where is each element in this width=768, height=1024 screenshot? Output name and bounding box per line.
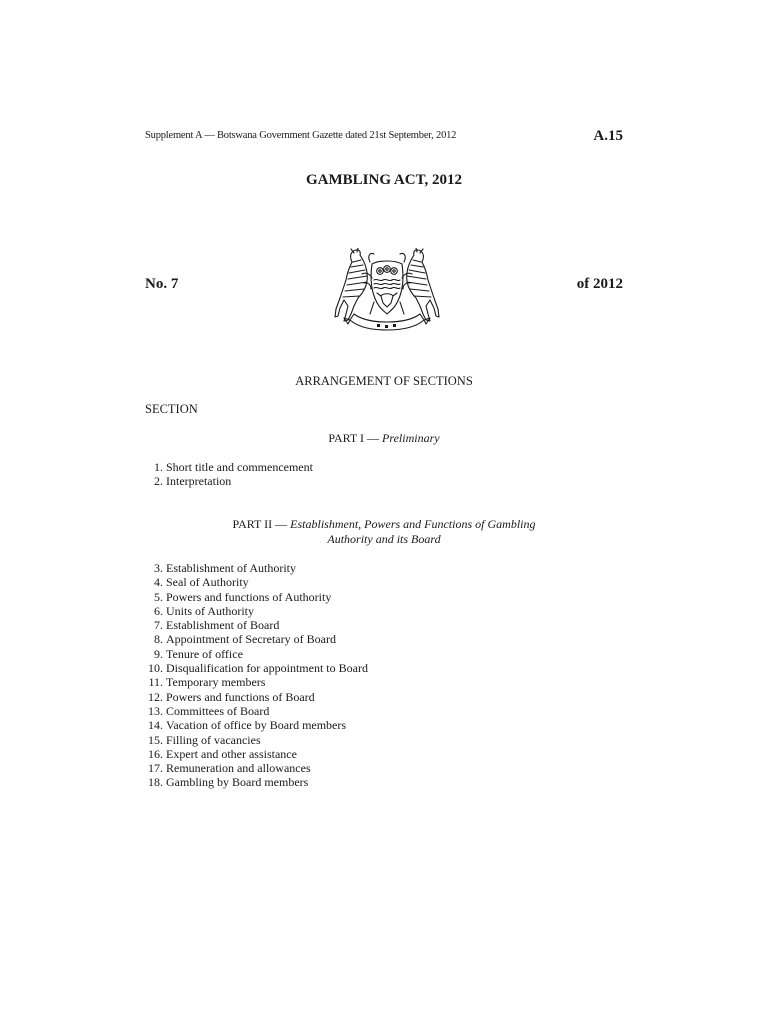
section-title: Temporary members <box>166 675 266 690</box>
arrangement-heading: ARRANGEMENT OF SECTIONS <box>295 374 473 388</box>
page-number: A.15 <box>593 128 623 144</box>
section-title: Powers and functions of Authority <box>166 589 332 604</box>
gazette-supplement-line: Supplement A — Botswana Government Gazette dated 21st September, 2012 <box>145 130 457 141</box>
section-title: Committees of Board <box>166 703 270 718</box>
section-number: 12. <box>148 689 163 704</box>
section-number: 13. <box>148 703 163 718</box>
list-item <box>143 718 623 732</box>
section-number: 8. <box>154 632 163 647</box>
section-number: 10. <box>148 661 163 676</box>
section-number: 1. <box>154 460 163 474</box>
section-number: 3. <box>154 561 163 575</box>
section-title: Appointment of Secretary of Board <box>166 632 336 647</box>
list-item <box>143 604 623 618</box>
section-number: 4. <box>154 575 163 590</box>
list-item <box>143 775 623 789</box>
part-2-label: PART II — <box>232 517 288 531</box>
list-item <box>143 590 623 604</box>
section-title: Remuneration and allowances <box>166 761 311 776</box>
section-number: 17. <box>148 761 163 776</box>
list-item <box>143 632 623 646</box>
list-item <box>143 647 623 661</box>
section-number: 16. <box>148 746 163 761</box>
act-title: GAMBLING ACT, 2012 <box>306 172 462 188</box>
section-title: Vacation of office by Board members <box>166 718 347 733</box>
part-2-subject-line2: Authority and its Board <box>327 532 441 546</box>
part-2-subject-line1: Establishment, Powers and Functions of Gambling <box>290 517 536 531</box>
part-1-subject: Preliminary <box>382 431 440 445</box>
section-title: Tenure of office <box>166 646 243 661</box>
section-number: 18. <box>148 775 163 790</box>
section-number: 14. <box>148 718 163 733</box>
list-item <box>143 704 623 718</box>
list-item <box>143 575 623 589</box>
section-number: 7. <box>154 618 163 633</box>
list-item <box>143 618 623 632</box>
section-column-label: SECTION <box>145 402 198 416</box>
section-title: Short title and commencement <box>166 460 313 474</box>
list-item <box>143 675 623 689</box>
list-item <box>143 460 623 474</box>
part-1-section-list <box>143 460 623 489</box>
section-title: Disqualification for appointment to Board <box>166 661 368 676</box>
list-item <box>143 661 623 675</box>
section-title: Units of Authority <box>166 603 255 618</box>
section-number: 15. <box>148 732 163 747</box>
list-item <box>143 761 623 775</box>
act-number: No. 7 <box>145 276 179 292</box>
part-2-heading <box>0 517 768 547</box>
section-number: 2. <box>154 474 163 489</box>
list-item <box>143 690 623 704</box>
section-title: Filling of vacancies <box>166 732 261 747</box>
section-number: 11. <box>148 675 163 690</box>
part-2-section-list <box>143 561 623 790</box>
section-title: Establishment of Authority <box>166 561 296 575</box>
section-title: Powers and functions of Board <box>166 689 315 704</box>
list-item <box>143 561 623 575</box>
list-item <box>143 747 623 761</box>
section-title: Seal of Authority <box>166 575 249 590</box>
list-item <box>143 474 623 488</box>
page-header <box>145 130 625 150</box>
section-title: Establishment of Board <box>166 618 280 633</box>
section-number: 6. <box>154 603 163 618</box>
section-title: Expert and other assistance <box>166 746 297 761</box>
section-title: Interpretation <box>166 474 232 489</box>
section-number: 9. <box>154 646 163 661</box>
section-title: Gambling by Board members <box>166 775 309 790</box>
section-number: 5. <box>154 589 163 604</box>
part-1-heading <box>0 431 768 446</box>
coat-of-arms-icon <box>334 248 440 332</box>
part-1-label: PART I — <box>328 431 380 445</box>
act-year: of 2012 <box>576 276 623 292</box>
list-item <box>143 733 623 747</box>
